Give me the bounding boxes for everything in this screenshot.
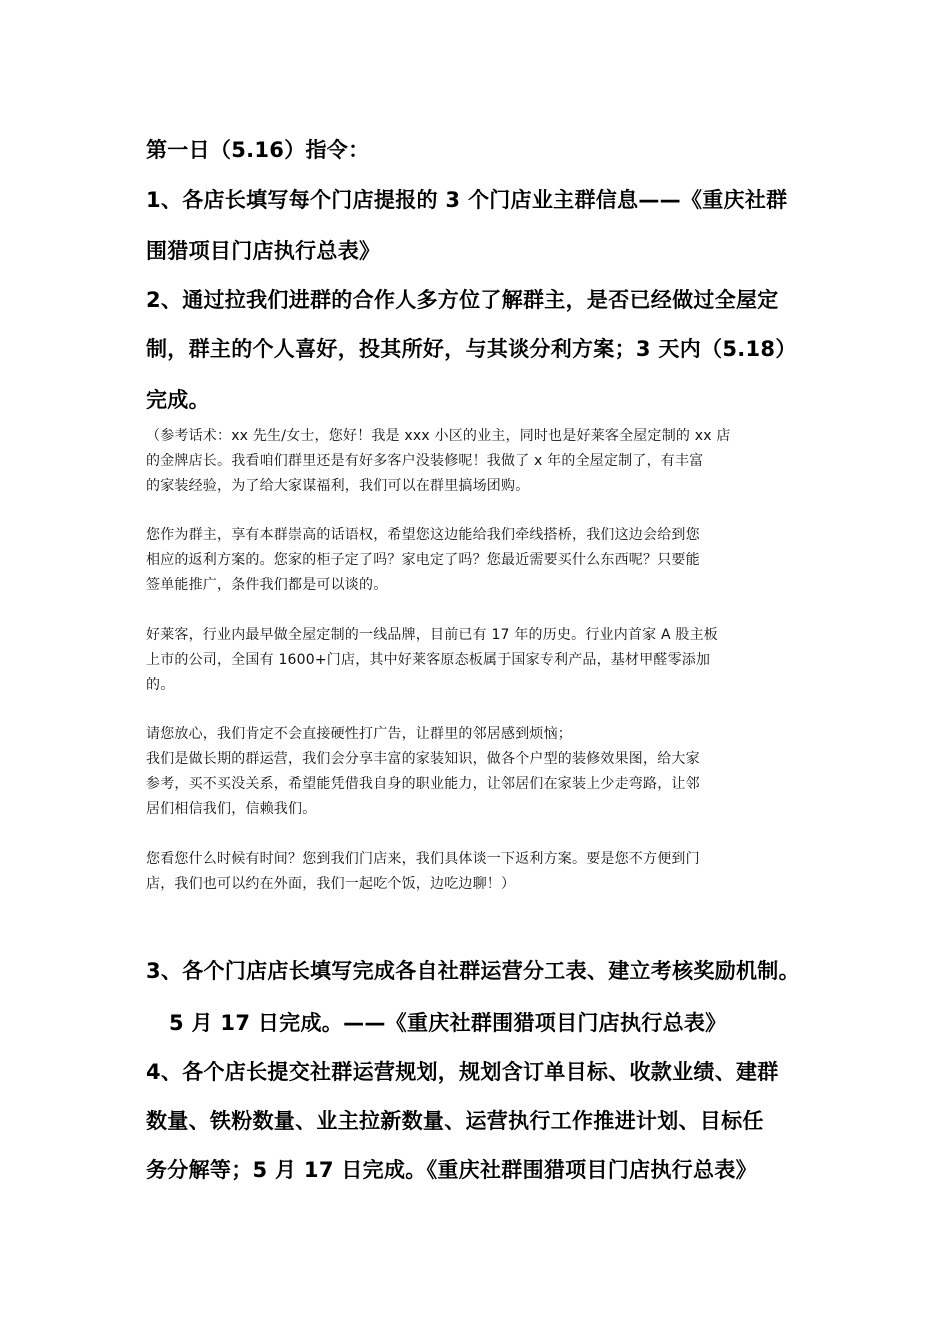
script-p5-line1: 您看您什么时候有时间？您到我们门店来，我们具体谈一下返利方案。要是您不方便到门 xyxy=(146,851,700,867)
item3-line1: 3、各个门店店长填写完成各自社群运营分工表、建立考核奖励机制。 xyxy=(146,959,800,983)
script-p4-line1: 请您放心，我们肯定不会直接硬性打广告，让群里的邻居感到烦恼； xyxy=(146,726,572,742)
script-p4-line2: 我们是做长期的群运营，我们会分享丰富的家装知识，做各个户型的装修效果图，给大家 xyxy=(146,751,700,767)
item3-line2: 5 月 17 日完成。——《重庆社群围猎项目门店执行总表》 xyxy=(169,1011,727,1035)
script-p4-line3: 参考，买不买没关系，希望能凭借我自身的职业能力，让邻居们在家装上少走弯路，让邻 xyxy=(146,776,700,792)
script-p2-line2: 相应的返利方案的。您家的柜子定了吗？家电定了吗？您最近需要买什么东西呢？只要能 xyxy=(146,552,700,568)
script-p1-line2: 的金牌店长。我看咱们群里还是有好多客户没装修呢！我做了 x 年的全屋定制了，有丰富 xyxy=(146,453,704,469)
item2-line1: 2、通过拉我们进群的合作人多方位了解群主，是否已经做过全屋定 xyxy=(146,288,779,312)
script-p3-line3: 的。 xyxy=(146,677,175,693)
script-p1-line1: （参考话术：xx 先生/女士，您好！我是 xxx 小区的业主，同时也是好莱客全屋定制的 xx 店 xyxy=(146,428,731,444)
script-p1-line3: 的家装经验，为了给大家谋福利，我们可以在群里搞场团购。 xyxy=(146,478,530,494)
script-p3-line2: 上市的公司，全国有 1600+门店，其中好莱客原态板属于国家专利产品，基材甲醛零添加 xyxy=(146,652,711,668)
page-heading: 第一日（5.16）指令： xyxy=(146,138,370,162)
item4-line2: 数量、铁粉数量、业主拉新数量、运营执行工作推进计划、目标任 xyxy=(146,1109,764,1133)
item1-line2: 围猎项目门店执行总表》 xyxy=(146,239,381,263)
script-p5-line2: 店，我们也可以约在外面，我们一起吃个饭，边吃边聊！） xyxy=(146,876,516,892)
script-p2-line1: 您作为群主，享有本群崇高的话语权，希望您这边能给我们牵线搭桥，我们这边会给到您 xyxy=(146,527,700,543)
script-p3-line1: 好莱客，行业内最早做全屋定制的一线品牌，目前已有 17 年的历史。行业内首家 A 股主板 xyxy=(146,627,718,643)
script-p2-line3: 签单能推广，条件我们都是可以谈的。 xyxy=(146,577,388,593)
item1-line1: 1、各店长填写每个门店提报的 3 个门店业主群信息——《重庆社群 xyxy=(146,188,788,212)
item4-line3: 务分解等；5 月 17 日完成。《重庆社群围猎项目门店执行总表》 xyxy=(146,1158,757,1182)
script-p4-line4: 居们相信我们，信赖我们。 xyxy=(146,801,317,817)
item2-line2: 制，群主的个人喜好，投其所好，与其谈分利方案；3 天内（5.18） xyxy=(146,337,797,361)
item2-line3: 完成。 xyxy=(146,388,210,412)
item4-line1: 4、各个店长提交社群运营规划，规划含订单目标、收款业绩、建群 xyxy=(146,1060,779,1084)
